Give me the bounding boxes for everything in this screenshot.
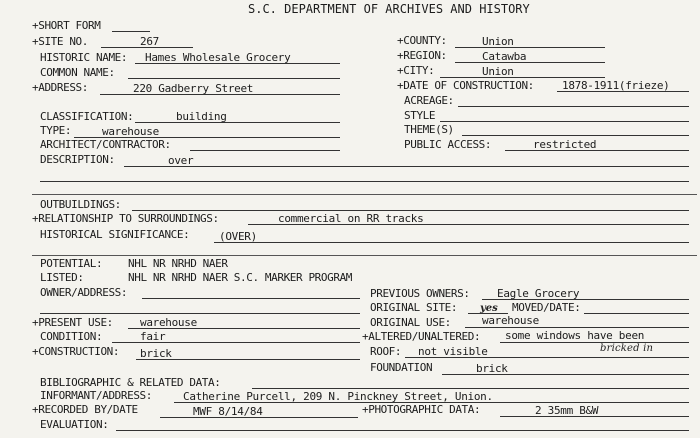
foundation-label: FOUNDATION: [370, 361, 433, 374]
address-value: 220 Gadberry Street: [133, 82, 254, 95]
construction-value: brick: [140, 347, 172, 360]
outbuildings-line: [132, 210, 689, 211]
historical-significance-value: (OVER): [219, 230, 257, 243]
potential-label: POTENTIAL:: [40, 257, 103, 270]
present-use-line: [128, 328, 360, 329]
outbuildings-label: OUTBUILDINGS:: [40, 198, 121, 211]
historic-name-line: [135, 63, 340, 64]
present-use-value: warehouse: [140, 316, 197, 329]
county-value: Union: [482, 35, 514, 48]
informant-value: Catherine Purcell, 209 N. Pinckney Street, Union.: [183, 390, 493, 403]
moved-date-label: MOVED/DATE:: [512, 301, 581, 314]
bibliographic-line: [252, 388, 689, 389]
recorded-by-line: [160, 417, 358, 418]
city-value: Union: [482, 65, 514, 78]
condition-label: CONDITION:: [40, 330, 103, 343]
site-no-label: +SITE NO.: [32, 35, 89, 48]
public-access-label: PUBLIC ACCESS:: [404, 138, 492, 151]
county-label: +COUNTY:: [397, 34, 447, 47]
classification-line: [135, 122, 340, 123]
themes-line: [462, 135, 689, 136]
roof-line: [405, 357, 689, 358]
foundation-line: [442, 374, 689, 375]
type-value: warehouse: [102, 125, 159, 138]
original-use-label: ORIGINAL USE:: [370, 316, 451, 329]
condition-value: fair: [140, 330, 166, 343]
architect-label: ARCHITECT/CONTRACTOR:: [40, 138, 171, 151]
recorded-by-label: +RECORDED BY/DATE: [32, 403, 138, 416]
description-line: [124, 166, 689, 167]
original-use-line: [465, 327, 689, 328]
site-no-line: [101, 47, 193, 48]
listed-options: NHL NR NRHD NAER S.C. MARKER PROGRAM: [128, 271, 353, 284]
photographic-data-label: +PHOTOGRAPHIC DATA:: [362, 403, 481, 416]
evaluation-line: [116, 430, 689, 431]
common-name-line: [128, 78, 340, 79]
original-site-value: yes: [480, 303, 498, 314]
recorded-by-value: MWF 8/14/84: [193, 405, 263, 418]
owner-address-label: OWNER/ADDRESS:: [40, 286, 128, 299]
region-label: +REGION:: [397, 49, 447, 62]
type-label: TYPE:: [40, 124, 72, 137]
county-line: [455, 47, 605, 48]
construction-line: [136, 359, 360, 360]
acreage-label: ACREAGE:: [404, 94, 454, 107]
construction-label: +CONSTRUCTION:: [32, 345, 120, 358]
altered-line: [500, 342, 689, 343]
bibliographic-label: BIBLIOGRAPHIC & RELATED DATA:: [40, 376, 221, 389]
owner-address-line: [142, 298, 360, 299]
potential-options: NHL NR NRHD NAER: [128, 257, 228, 270]
foundation-value: brick: [476, 362, 508, 375]
owner-address-line-2: [40, 313, 360, 314]
historic-name-value: Hames Wholesale Grocery: [145, 51, 291, 64]
short-form-label: +SHORT FORM: [32, 19, 101, 32]
historic-name-label: HISTORIC NAME:: [40, 51, 128, 64]
city-line: [440, 77, 605, 78]
previous-owners-line: [482, 299, 689, 300]
region-value: Catawba: [482, 50, 527, 63]
original-use-value: warehouse: [482, 314, 539, 327]
date-of-construction-line: [557, 91, 689, 92]
short-form-line: [112, 31, 150, 32]
themes-label: THEME(S): [404, 123, 454, 136]
address-label: +ADDRESS:: [32, 81, 89, 94]
photographic-data-value: 2 35mm B&W: [535, 404, 599, 417]
public-access-line: [505, 150, 689, 151]
condition-line: [112, 342, 360, 343]
historical-significance-label: HISTORICAL SIGNIFICANCE:: [40, 228, 190, 241]
relationship-value: commercial on RR tracks: [278, 212, 424, 225]
date-of-construction-value: 1878-1911(frieze): [562, 79, 670, 92]
present-use-label: +PRESENT USE:: [32, 316, 113, 329]
description-value: over: [168, 154, 194, 167]
classification-label: CLASSIFICATION:: [40, 110, 134, 123]
city-label: +CITY:: [397, 64, 435, 77]
moved-date-line: [584, 313, 689, 314]
relationship-label: +RELATIONSHIP TO SURROUNDINGS:: [32, 212, 219, 225]
photographic-data-line: [500, 416, 689, 417]
acreage-line: [458, 106, 689, 107]
architect-line: [190, 150, 340, 151]
description-line-2: [40, 181, 689, 182]
original-site-label: ORIGINAL SITE:: [370, 301, 458, 314]
style-line: [440, 121, 689, 122]
evaluation-label: EVALUATION:: [40, 418, 109, 431]
description-label: DESCRIPTION:: [40, 153, 115, 166]
previous-owners-label: PREVIOUS OWNERS:: [370, 287, 470, 300]
previous-owners-value: Eagle Grocery: [497, 287, 580, 300]
classification-value: building: [176, 110, 227, 123]
public-access-value: restricted: [533, 138, 597, 151]
site-no-value: 267: [140, 35, 159, 48]
date-of-construction-label: +DATE OF CONSTRUCTION:: [397, 79, 534, 92]
style-label: STYLE: [404, 109, 436, 122]
listed-label: LISTED:: [40, 271, 84, 284]
altered-label: +ALTERED/UNALTERED:: [362, 330, 481, 343]
region-line: [455, 62, 605, 63]
address-line: [100, 94, 340, 95]
altered-value: some windows have been: [505, 329, 645, 342]
relationship-line: [248, 224, 689, 225]
roof-value: not visible: [418, 345, 488, 358]
altered-value-cont: bricked in: [600, 343, 654, 354]
common-name-label: COMMON NAME:: [40, 66, 115, 79]
section-divider-2: [32, 255, 697, 256]
section-divider: [32, 194, 697, 195]
form-title: S.C. DEPARTMENT OF ARCHIVES AND HISTORY: [248, 2, 530, 16]
historical-significance-line: [214, 242, 689, 243]
informant-label: INFORMANT/ADDRESS:: [40, 389, 153, 402]
roof-label: ROOF:: [370, 345, 402, 358]
